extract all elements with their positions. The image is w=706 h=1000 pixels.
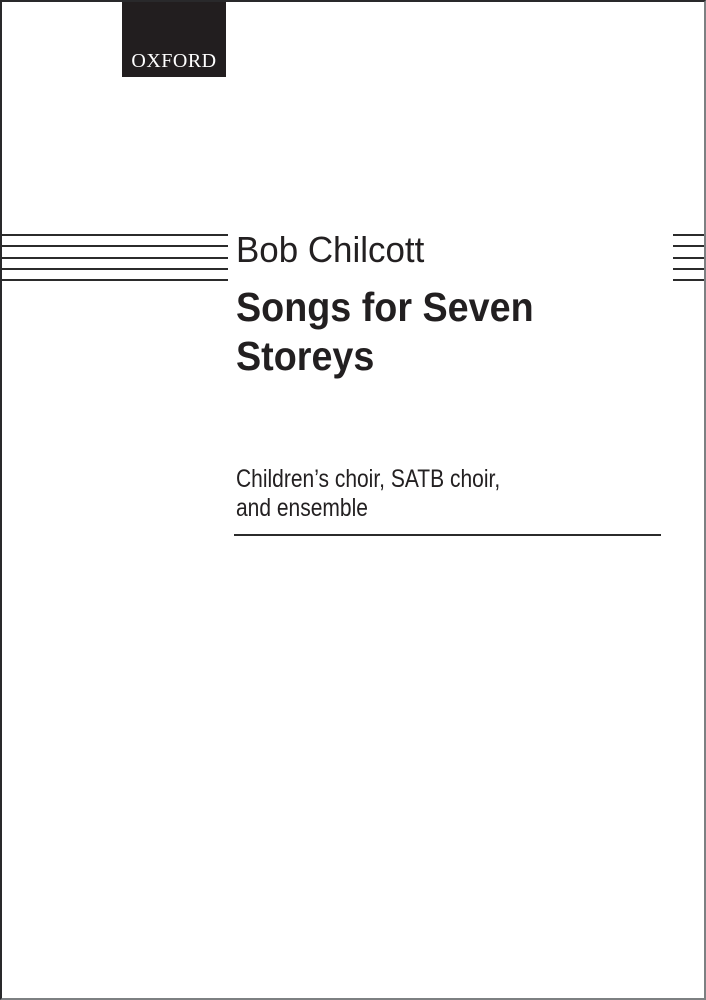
staff-line <box>673 257 704 259</box>
instrumentation <box>236 465 551 523</box>
work-title-line-2: Storeys <box>236 333 375 379</box>
oxford-logo-box <box>122 2 226 77</box>
staff-line <box>673 268 704 270</box>
staff-line <box>673 279 704 281</box>
work-title-line-1: Songs for Seven <box>236 284 534 330</box>
staff-line <box>2 234 228 236</box>
staff-line <box>2 245 228 247</box>
instrumentation-line-2: and ensemble <box>236 494 368 522</box>
composer-name-text: Bob Chilcott <box>236 229 425 270</box>
instrumentation-line-1: Children’s choir, SATB choir, <box>236 465 501 493</box>
staff-line <box>2 257 228 259</box>
work-title <box>236 283 560 381</box>
divider-rule <box>234 534 661 536</box>
staff-line <box>2 279 228 281</box>
staff-line <box>673 245 704 247</box>
staff-line <box>673 234 704 236</box>
oxford-logo-text: OXFORD <box>131 50 217 72</box>
composer-name <box>236 229 430 270</box>
staff-line <box>2 268 228 270</box>
